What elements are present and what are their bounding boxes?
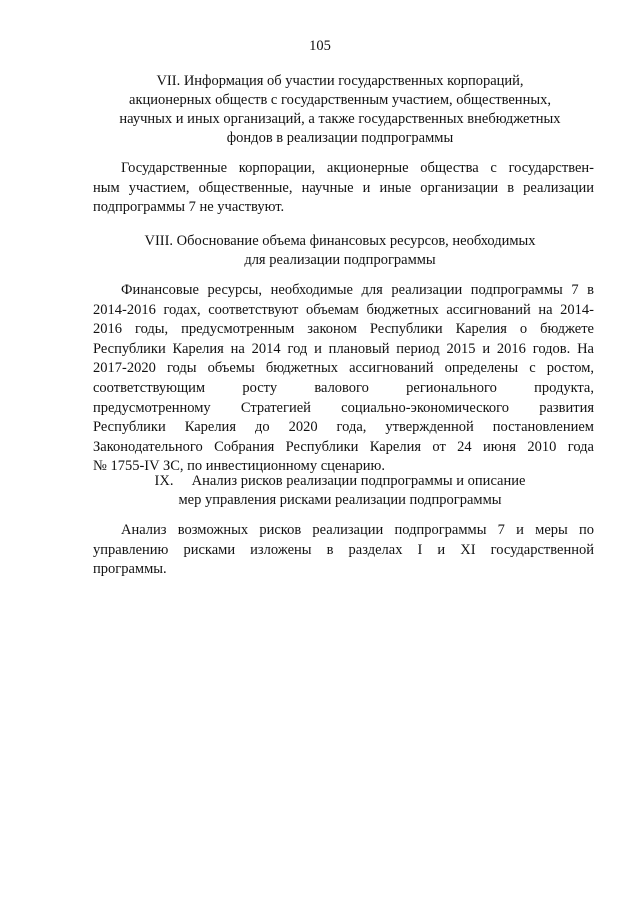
paragraph-line: Законодательного Собрания Республики Карелия от 24 июня 2010 года xyxy=(93,438,594,455)
paragraph-line: № 1755-IV ЗС, по инвестиционному сценарию. xyxy=(93,458,385,475)
page-number: 105 xyxy=(309,38,331,54)
paragraph-line: Анализ возможных рисков реализации подпрограммы 7 и меры по xyxy=(121,522,594,538)
section-7-heading xyxy=(60,72,620,148)
paragraph-line: ным участием, общественные, научные и иные организации в реализации xyxy=(93,179,594,196)
paragraph-line: Республики Карелия на 2014 год и плановый период 2015 и 2016 годов. На xyxy=(93,340,594,357)
paragraph-line: 2017-2020 годы объемы бюджетных ассигнований определены с ростом, xyxy=(93,360,594,377)
heading-line: фондов в реализации подпрограммы xyxy=(226,130,454,146)
heading-line: VIII. Обоснование объема финансовых ресурсов, необходимых xyxy=(144,233,536,249)
paragraph-line: подпрограммы 7 не участвуют. xyxy=(93,199,285,216)
paragraph-line: Финансовые ресурсы, необходимые для реализации подпрограммы 7 в xyxy=(121,282,594,298)
heading-line: IX. Анализ рисков реализации подпрограммы и описание xyxy=(154,473,526,489)
heading-line: для реализации подпрограммы xyxy=(244,252,436,268)
paragraph-line: 2014-2016 годах, соответствуют объемам бюджетных ассигнований на 2014- xyxy=(93,301,594,318)
paragraph-line: управлению рисками изложены в разделах I и XI государственной xyxy=(93,541,594,558)
heading-line: акционерных обществ с государственным участием, общественных, xyxy=(129,92,551,108)
paragraph-line: 2016 годы, предусмотренным законом Республики Карелия о бюджете xyxy=(93,321,594,338)
heading-line: мер управления рисками реализации подпрограммы xyxy=(178,492,502,508)
paragraph-line: соответствующим росту валового регионального продукта, xyxy=(93,379,594,396)
paragraph-line: программы. xyxy=(93,561,167,578)
paragraph-line: Государственные корпорации, акционерные общества с государствен- xyxy=(121,160,594,176)
section-8-paragraph xyxy=(93,281,594,477)
heading-line: научных и иных организаций, а также государственных внебюджетных xyxy=(119,111,561,127)
section-9-paragraph xyxy=(93,521,594,580)
section-8-heading xyxy=(60,232,620,270)
section-7-paragraph xyxy=(93,159,594,218)
paragraph-line: предусмотренному Стратегией социально-экономического развития xyxy=(93,399,594,416)
paragraph-line: Республики Карелия до 2020 года, утвержденной постановлением xyxy=(93,419,594,436)
heading-line: VII. Информация об участии государственных корпораций, xyxy=(156,73,524,89)
section-9-heading xyxy=(60,472,620,510)
